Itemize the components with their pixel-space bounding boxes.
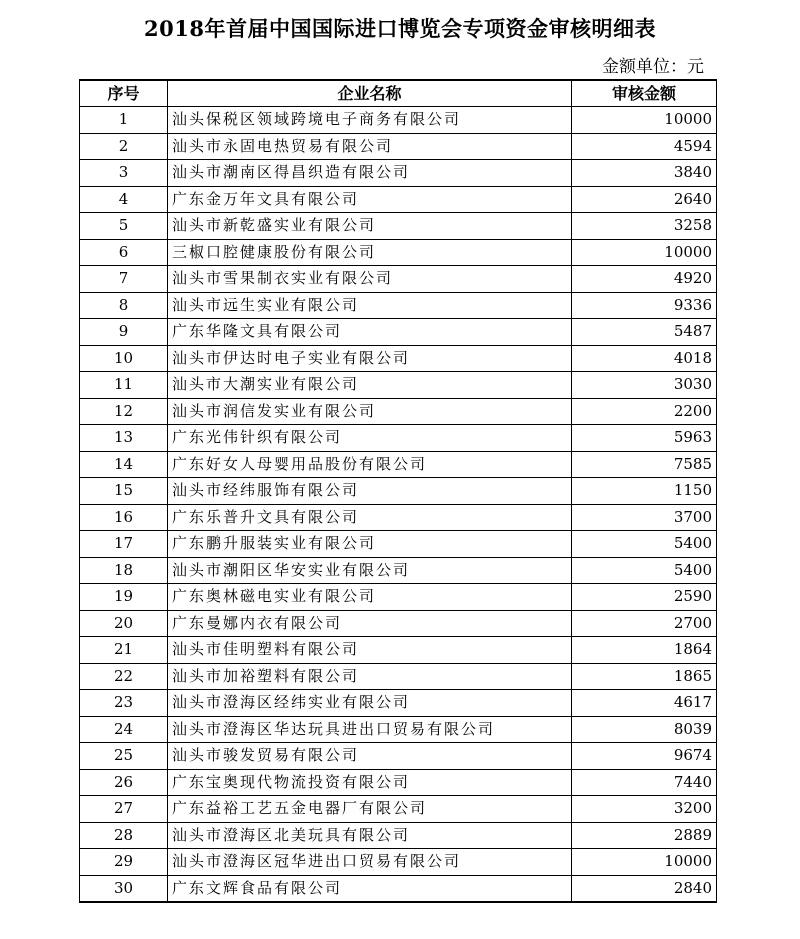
company-name: 广东曼娜内衣有限公司 [168,610,572,637]
row-number: 14 [80,451,168,478]
company-name: 汕头市澄海区华达玩具进出口贸易有限公司 [168,716,572,743]
table-row [80,610,717,637]
approved-amount: 1864 [572,637,717,664]
company-name: 汕头市潮阳区华安实业有限公司 [168,557,572,584]
approved-amount: 4018 [572,345,717,372]
company-name: 汕头市伊达时电子实业有限公司 [168,345,572,372]
row-number: 5 [80,213,168,240]
table-row [80,822,717,849]
approved-amount: 3258 [572,213,717,240]
company-name: 广东文辉食品有限公司 [168,875,572,902]
row-number: 13 [80,425,168,452]
company-name: 汕头市澄海区北美玩具有限公司 [168,822,572,849]
row-number: 7 [80,266,168,293]
approved-amount: 10000 [572,107,717,134]
table-body [80,107,717,903]
table-row [80,663,717,690]
row-number: 20 [80,610,168,637]
company-name: 三椒口腔健康股份有限公司 [168,239,572,266]
row-number: 24 [80,716,168,743]
unit-label: 金额单位：元 [602,57,704,77]
company-name: 汕头市经纬服饰有限公司 [168,478,572,505]
approved-amount: 5487 [572,319,717,346]
company-name: 汕头市新乾盛实业有限公司 [168,213,572,240]
row-number: 3 [80,160,168,187]
company-name: 汕头市澄海区经纬实业有限公司 [168,690,572,717]
approved-amount: 7440 [572,769,717,796]
row-number: 9 [80,319,168,346]
company-name: 广东华隆文具有限公司 [168,319,572,346]
approved-amount: 2590 [572,584,717,611]
row-number: 4 [80,186,168,213]
approved-amount: 4617 [572,690,717,717]
approved-amount: 1150 [572,478,717,505]
table-row [80,425,717,452]
table-row [80,478,717,505]
approved-amount: 3200 [572,796,717,823]
table-row [80,266,717,293]
company-name: 汕头市骏发贸易有限公司 [168,743,572,770]
company-name: 汕头市澄海区冠华进出口贸易有限公司 [168,849,572,876]
company-name: 广东好女人母婴用品股份有限公司 [168,451,572,478]
table-row [80,319,717,346]
header-row [80,80,717,107]
table-row [80,875,717,902]
row-number: 15 [80,478,168,505]
row-number: 17 [80,531,168,558]
table-row [80,504,717,531]
approved-amount: 2640 [572,186,717,213]
row-number: 6 [80,239,168,266]
row-number: 11 [80,372,168,399]
table-row [80,796,717,823]
table-row [80,160,717,187]
table-row [80,769,717,796]
table-row [80,743,717,770]
approved-amount: 5963 [572,425,717,452]
row-number: 12 [80,398,168,425]
approved-amount: 7585 [572,451,717,478]
row-number: 22 [80,663,168,690]
header-amount: 审核金额 [572,80,717,107]
company-name: 广东鹏升服装实业有限公司 [168,531,572,558]
document-title: 2018年首届中国国际进口博览会专项资金审核明细表 [144,16,656,41]
row-number: 2 [80,133,168,160]
company-name: 汕头市雪果制衣实业有限公司 [168,266,572,293]
table-row [80,690,717,717]
approved-amount: 2700 [572,610,717,637]
table-row [80,557,717,584]
company-name: 广东乐普升文具有限公司 [168,504,572,531]
approved-amount: 3030 [572,372,717,399]
company-name: 汕头市远生实业有限公司 [168,292,572,319]
company-name: 广东益裕工艺五金电器厂有限公司 [168,796,572,823]
row-number: 25 [80,743,168,770]
row-number: 21 [80,637,168,664]
approved-amount: 1865 [572,663,717,690]
company-name: 广东奥林磁电实业有限公司 [168,584,572,611]
row-number: 26 [80,769,168,796]
table-row [80,849,717,876]
approved-amount: 5400 [572,531,717,558]
approved-amount: 4920 [572,266,717,293]
approved-amount: 4594 [572,133,717,160]
row-number: 30 [80,875,168,902]
table-row [80,451,717,478]
row-number: 10 [80,345,168,372]
company-name: 汕头市加裕塑料有限公司 [168,663,572,690]
company-name: 广东金万年文具有限公司 [168,186,572,213]
table-row [80,133,717,160]
company-name: 广东宝奥现代物流投资有限公司 [168,769,572,796]
table-row [80,345,717,372]
row-number: 1 [80,107,168,134]
row-number: 19 [80,584,168,611]
header-company: 企业名称 [168,80,572,107]
table-row [80,292,717,319]
approved-amount: 2200 [572,398,717,425]
approved-amount: 5400 [572,557,717,584]
table-row [80,398,717,425]
company-name: 汕头市佳明塑料有限公司 [168,637,572,664]
approved-amount: 10000 [572,849,717,876]
approved-amount: 8039 [572,716,717,743]
table-row [80,584,717,611]
table-row [80,637,717,664]
row-number: 29 [80,849,168,876]
company-name: 汕头市润信发实业有限公司 [168,398,572,425]
row-number: 18 [80,557,168,584]
approved-amount: 3840 [572,160,717,187]
table-row [80,107,717,134]
row-number: 27 [80,796,168,823]
approved-amount: 10000 [572,239,717,266]
table-row [80,213,717,240]
company-name: 汕头市永固电热贸易有限公司 [168,133,572,160]
approved-amount: 2840 [572,875,717,902]
header-no: 序号 [80,80,168,107]
company-name: 汕头市潮南区得昌织造有限公司 [168,160,572,187]
row-number: 8 [80,292,168,319]
table-row [80,186,717,213]
table-row [80,716,717,743]
row-number: 28 [80,822,168,849]
row-number: 16 [80,504,168,531]
company-name: 广东光伟针织有限公司 [168,425,572,452]
company-name: 汕头市大潮实业有限公司 [168,372,572,399]
table-row [80,531,717,558]
table-row [80,372,717,399]
approved-amount: 2889 [572,822,717,849]
table-row [80,239,717,266]
company-name: 汕头保税区领域跨境电子商务有限公司 [168,107,572,134]
approved-amount: 9674 [572,743,717,770]
funding-detail-table [79,79,717,903]
row-number: 23 [80,690,168,717]
approved-amount: 3700 [572,504,717,531]
approved-amount: 9336 [572,292,717,319]
